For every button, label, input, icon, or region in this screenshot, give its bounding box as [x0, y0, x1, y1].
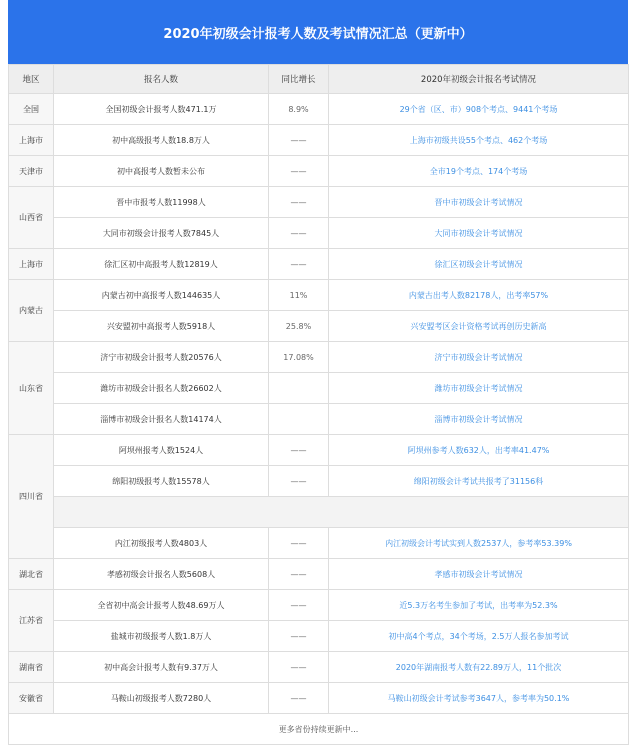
table-row: [9, 621, 629, 652]
info-link[interactable]: 2020年湖南报考人数有22.89万人，11个批次: [329, 652, 629, 683]
growth-cell: 11%: [269, 280, 329, 311]
table-row: [9, 311, 629, 342]
header-growth: 同比增长: [269, 65, 329, 94]
info-link[interactable]: 晋中市初级会计考试情况: [329, 187, 629, 218]
info-link[interactable]: 内江初级会计考试实到人数2537人，参考率53.39%: [329, 528, 629, 559]
table-row: [9, 94, 629, 125]
table-row: [9, 590, 629, 621]
growth-cell: [269, 404, 329, 435]
table-row: [9, 435, 629, 466]
table-row: [9, 156, 629, 187]
region-cell: 上海市: [9, 125, 54, 156]
info-link[interactable]: 马鞍山初级会计考试参考3647人，参考率为50.1%: [329, 683, 629, 714]
info-link[interactable]: 阿坝州参考人数632人，出考率41.47%: [329, 435, 629, 466]
count-cell: 初中高级报考人数18.8万人: [54, 125, 269, 156]
table-row: [9, 683, 629, 714]
summary-table: [8, 64, 629, 745]
growth-cell: [269, 373, 329, 404]
table-row: [9, 373, 629, 404]
region-cell: 山东省: [9, 342, 54, 435]
header-region: 地区: [9, 65, 54, 94]
growth-cell: ——: [269, 187, 329, 218]
growth-cell: 17.08%: [269, 342, 329, 373]
count-cell: 内蒙古初中高报考人数144635人: [54, 280, 269, 311]
info-link[interactable]: 淄博市初级会计考试情况: [329, 404, 629, 435]
growth-cell: ——: [269, 559, 329, 590]
count-cell: 盐城市初级报考人数1.8万人: [54, 621, 269, 652]
table-row: [9, 559, 629, 590]
footer-note: 更多省份持续更新中...: [9, 714, 629, 745]
growth-cell: ——: [269, 435, 329, 466]
table-title: 2020年初级会计报考人数及考试情况汇总（更新中）: [8, 0, 628, 64]
table-row: [9, 125, 629, 156]
region-cell: 全国: [9, 94, 54, 125]
growth-cell: ——: [269, 528, 329, 559]
count-cell: 马鞍山初级报考人数7280人: [54, 683, 269, 714]
table-row: [9, 187, 629, 218]
count-cell: 大同市初级会计报考人数7845人: [54, 218, 269, 249]
growth-cell: ——: [269, 652, 329, 683]
count-cell: 济宁市初级会计报考人数20576人: [54, 342, 269, 373]
growth-cell: ——: [269, 156, 329, 187]
table-row: [9, 497, 629, 528]
table-row: [9, 280, 629, 311]
growth-cell: ——: [269, 249, 329, 280]
growth-cell: ——: [269, 125, 329, 156]
count-cell: 绵阳初级报考人数15578人: [54, 466, 269, 497]
growth-cell: ——: [269, 218, 329, 249]
info-link[interactable]: 徐汇区初级会计考试情况: [329, 249, 629, 280]
info-link[interactable]: 全市19个考点、174个考场: [329, 156, 629, 187]
info-link[interactable]: 孝感市初级会计考试情况: [329, 559, 629, 590]
region-cell: 内蒙古: [9, 280, 54, 342]
info-link[interactable]: 近5.3万名考生参加了考试，出考率为52.3%: [329, 590, 629, 621]
region-cell: 天津市: [9, 156, 54, 187]
table-row: [9, 466, 629, 497]
info-link[interactable]: 济宁市初级会计考试情况: [329, 342, 629, 373]
header-row: [9, 65, 629, 94]
count-cell: 初中高会计报考人数有9.37万人: [54, 652, 269, 683]
growth-cell: ——: [269, 590, 329, 621]
info-link[interactable]: 潍坊市初级会计考试情况: [329, 373, 629, 404]
table-row: [9, 342, 629, 373]
info-link[interactable]: 29个省（区、市）908个考点、9441个考场: [329, 94, 629, 125]
count-cell: 徐汇区初中高报考人数12819人: [54, 249, 269, 280]
growth-cell: 8.9%: [269, 94, 329, 125]
count-cell: 全国初级会计报考人数471.1万: [54, 94, 269, 125]
info-link[interactable]: 兴安盟考区会计资格考试再创历史新高: [329, 311, 629, 342]
region-cell: 湖南省: [9, 652, 54, 683]
region-cell: 湖北省: [9, 559, 54, 590]
count-cell: 全省初中高会计报考人数48.69万人: [54, 590, 269, 621]
table-row: [9, 404, 629, 435]
count-cell: 孝感初级会计报名人数5608人: [54, 559, 269, 590]
count-cell: 淄博市初级会计报名人数14174人: [54, 404, 269, 435]
count-cell: 初中高报考人数暂未公布: [54, 156, 269, 187]
count-cell: 阿坝州报考人数1524人: [54, 435, 269, 466]
count-cell: 兴安盟初中高报考人数5918人: [54, 311, 269, 342]
table-row: [9, 218, 629, 249]
region-cell: 山西省: [9, 187, 54, 249]
info-link[interactable]: 大同市初级会计考试情况: [329, 218, 629, 249]
growth-cell: ——: [269, 621, 329, 652]
info-link[interactable]: 内蒙古出考人数82178人，出考率57%: [329, 280, 629, 311]
count-cell: 晋中市报考人数11998人: [54, 187, 269, 218]
row-separator: [54, 497, 629, 528]
region-cell: 四川省: [9, 435, 54, 559]
header-count: 报名人数: [54, 65, 269, 94]
growth-cell: ——: [269, 466, 329, 497]
info-link[interactable]: 绵阳初级会计考试共报考了31156科: [329, 466, 629, 497]
count-cell: 内江初级报考人数4803人: [54, 528, 269, 559]
region-cell: 上海市: [9, 249, 54, 280]
growth-cell: 25.8%: [269, 311, 329, 342]
region-cell: 安徽省: [9, 683, 54, 714]
region-cell: 江苏省: [9, 590, 54, 652]
header-info: 2020年初级会计报名考试情况: [329, 65, 629, 94]
growth-cell: ——: [269, 683, 329, 714]
table-row: [9, 528, 629, 559]
footer-row: [9, 714, 629, 745]
info-link[interactable]: 初中高4个考点，34个考场，2.5万人报名参加考试: [329, 621, 629, 652]
table-row: [9, 652, 629, 683]
table-row: [9, 249, 629, 280]
info-link[interactable]: 上海市初级共设55个考点、462个考场: [329, 125, 629, 156]
count-cell: 潍坊市初级会计报名人数26602人: [54, 373, 269, 404]
